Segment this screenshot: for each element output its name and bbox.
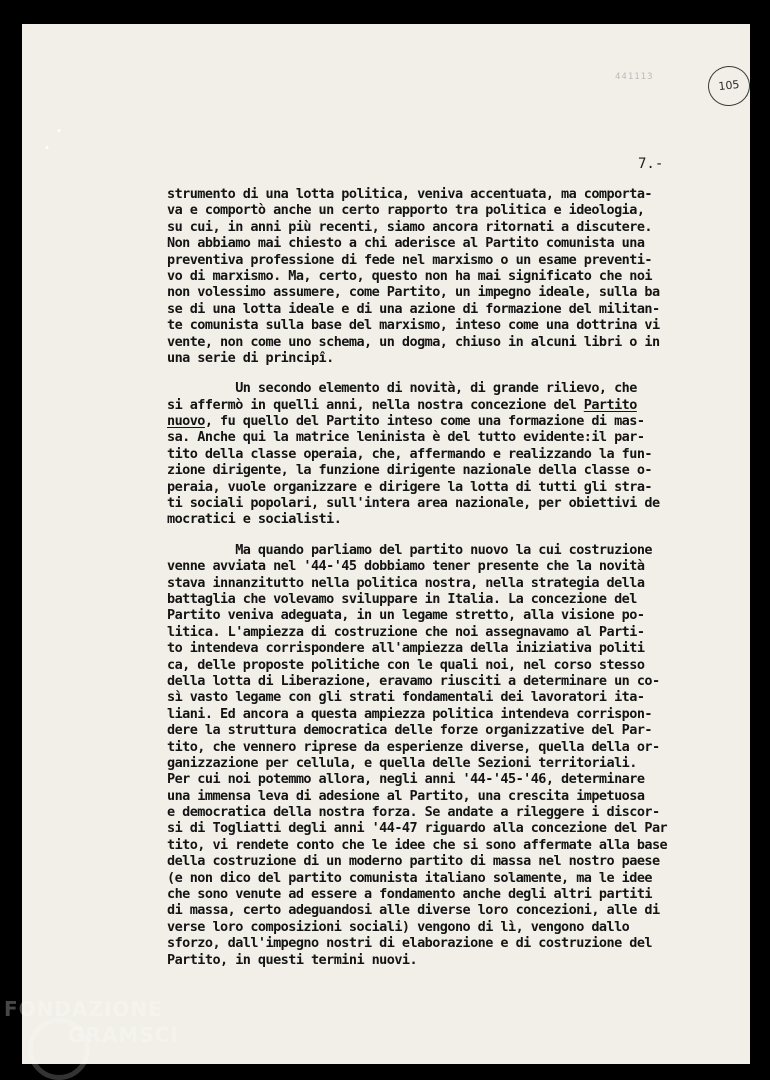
text-line: tito della classe operaia, che, affermando e realizzando la fun- xyxy=(167,445,652,462)
text-line: litica. L'ampiezza di costruzione che noi assegnavamo al Parti- xyxy=(167,623,645,640)
margin-dot: • xyxy=(56,126,63,137)
text-line: strumento di una lotta politica, veniva accentuata, ma comporta- xyxy=(167,186,652,202)
document-page xyxy=(22,24,750,1064)
text-line: ca, delle proposte politiche con le quali noi, nel corso stesso xyxy=(167,656,645,673)
text-line: battaglia che volevamo sviluppare in Italia. La concezione del xyxy=(167,590,637,607)
text-line: ganizzazione per cellula, e quella delle Sezioni territoriali. xyxy=(167,754,637,771)
paragraph-gap xyxy=(167,528,727,542)
text-line: Non abbiamo mai chiesto a chi aderisce al Partito comunista una xyxy=(167,235,645,252)
text-line: non volessimo assumere, come Partito, un impegno ideale, sulla ba xyxy=(167,284,660,301)
text-line: peraia, vuole organizzare e dirigere la lotta di tutti gli stra- xyxy=(167,478,652,495)
body-text xyxy=(167,186,727,1015)
folio-stamp: 105 xyxy=(706,64,750,108)
text-line: vente, non come uno schema, un dogma, chiuso in alcuni libri o in xyxy=(167,333,660,350)
text-line: venne avviata nel '44-'45 dobbiamo tener presente che la novità xyxy=(167,558,645,575)
text-line: si affermò in quelli anni, nella nostra concezione del Partito xyxy=(167,396,637,413)
text-line: della lotta di Liberazione, eravamo riusciti a determinare un co- xyxy=(167,672,660,689)
text-line: to intendeva corrispondere all'ampiezza della iniziativa politi xyxy=(167,640,645,657)
text-line: preventiva professione di fede nel marxismo o un esame preventi- xyxy=(167,251,652,268)
watermark-line2: GRAMSCI xyxy=(68,1023,179,1047)
watermark xyxy=(4,996,179,1048)
text-line: stava innanzitutto nella politica nostra, nella strategia della xyxy=(167,574,645,591)
text-line: Un secondo elemento di novità, di grande rilievo, che xyxy=(167,380,637,397)
text-line: tito, che vennero riprese da esperienze diverse, quella della or- xyxy=(167,738,660,755)
text-line: una immensa leva di adesione al Partito, una crescita impetuosa xyxy=(167,787,645,804)
text-line: Per cui noi potemmo allora, negli anni '44-'45-'46, determinare xyxy=(167,771,645,788)
text-line: che sono venute ad essere a fondamento anche degli altri partiti xyxy=(167,886,652,903)
text-line: liani. Ed ancora a questa ampiezza politica intendeva corrispon- xyxy=(167,705,652,722)
text-line: mocratici e socialisti. xyxy=(167,511,342,528)
text-line: se di una lotta ideale e di una azione di formazione del militan- xyxy=(167,300,660,317)
margin-dot: • xyxy=(44,143,51,154)
text-line: di massa, certo adeguandosi alle diverse loro concezioni, alle di xyxy=(167,902,660,919)
page-number: 7.- xyxy=(638,156,664,172)
text-line: (e non dico del partito comunista italiano solamente, ma le idee xyxy=(167,869,652,886)
text-line xyxy=(167,968,727,984)
text-line: nuovo, fu quello del Partito inteso come una formazione di mas- xyxy=(167,413,645,430)
text-line: su cui, in anni più recenti, siamo ancora ritornati a discutere. xyxy=(167,218,652,235)
text-line: sforzo, dall'impegno nostri di elaborazione e di costruzione del xyxy=(167,935,652,952)
text-line: si di Togliatti degli anni '44-47 riguardo alla concezione del Par xyxy=(167,820,668,837)
text-line: va e comportò anche un certo rapporto tra politica e ideologia, xyxy=(167,202,645,219)
text-line: zione dirigente, la funzione dirigente nazionale della classe o- xyxy=(167,462,652,479)
text-line: verse loro composizioni sociali) vengono di lì, vengono dallo xyxy=(167,918,630,935)
text-line xyxy=(167,998,727,1014)
watermark-line1: FONDAZIONE xyxy=(4,997,163,1021)
underlined-word: Partito xyxy=(583,396,637,413)
text-line: te comunista sulla base del marxismo, inteso come una dottrina vi xyxy=(167,317,660,334)
paragraph-gap xyxy=(167,366,727,380)
text-line: Partito veniva adeguata, in un legame stretto, alla visione po- xyxy=(167,607,645,624)
text-line: e democratica della nostra forza. Se andate a rileggere i discor- xyxy=(167,804,660,821)
text-line: Ma quando parliamo del partito nuovo la cui costruzione xyxy=(167,541,652,558)
text-line: Partito, in questi termini nuovi. xyxy=(167,951,418,968)
text-line: sì vasto legame con gli strati fondamentali dei lavoratori ita- xyxy=(167,689,645,706)
text-line: sa. Anche qui la matrice leninista è del tutto evidente:il par- xyxy=(167,429,645,446)
text-line: dere la struttura democratica delle forze organizzative del Par- xyxy=(167,722,652,739)
text-line: della costruzione di un moderno partito di massa nel nostro paese xyxy=(167,853,660,870)
paragraph-gap xyxy=(167,984,727,998)
text-line: ti sociali popolari, sull'intera area nazionale, per obiettivi de xyxy=(167,495,660,512)
text-line: tito, vi rendete conto che le idee che si sono affermate alla base xyxy=(167,836,668,853)
text-line: vo di marxismo. Ma, certo, questo non ha mai significato che noi xyxy=(167,267,652,284)
underlined-word: nuovo xyxy=(167,413,205,430)
archive-mark: 441113 xyxy=(615,72,654,82)
text-line: una serie di principî. xyxy=(167,349,334,366)
